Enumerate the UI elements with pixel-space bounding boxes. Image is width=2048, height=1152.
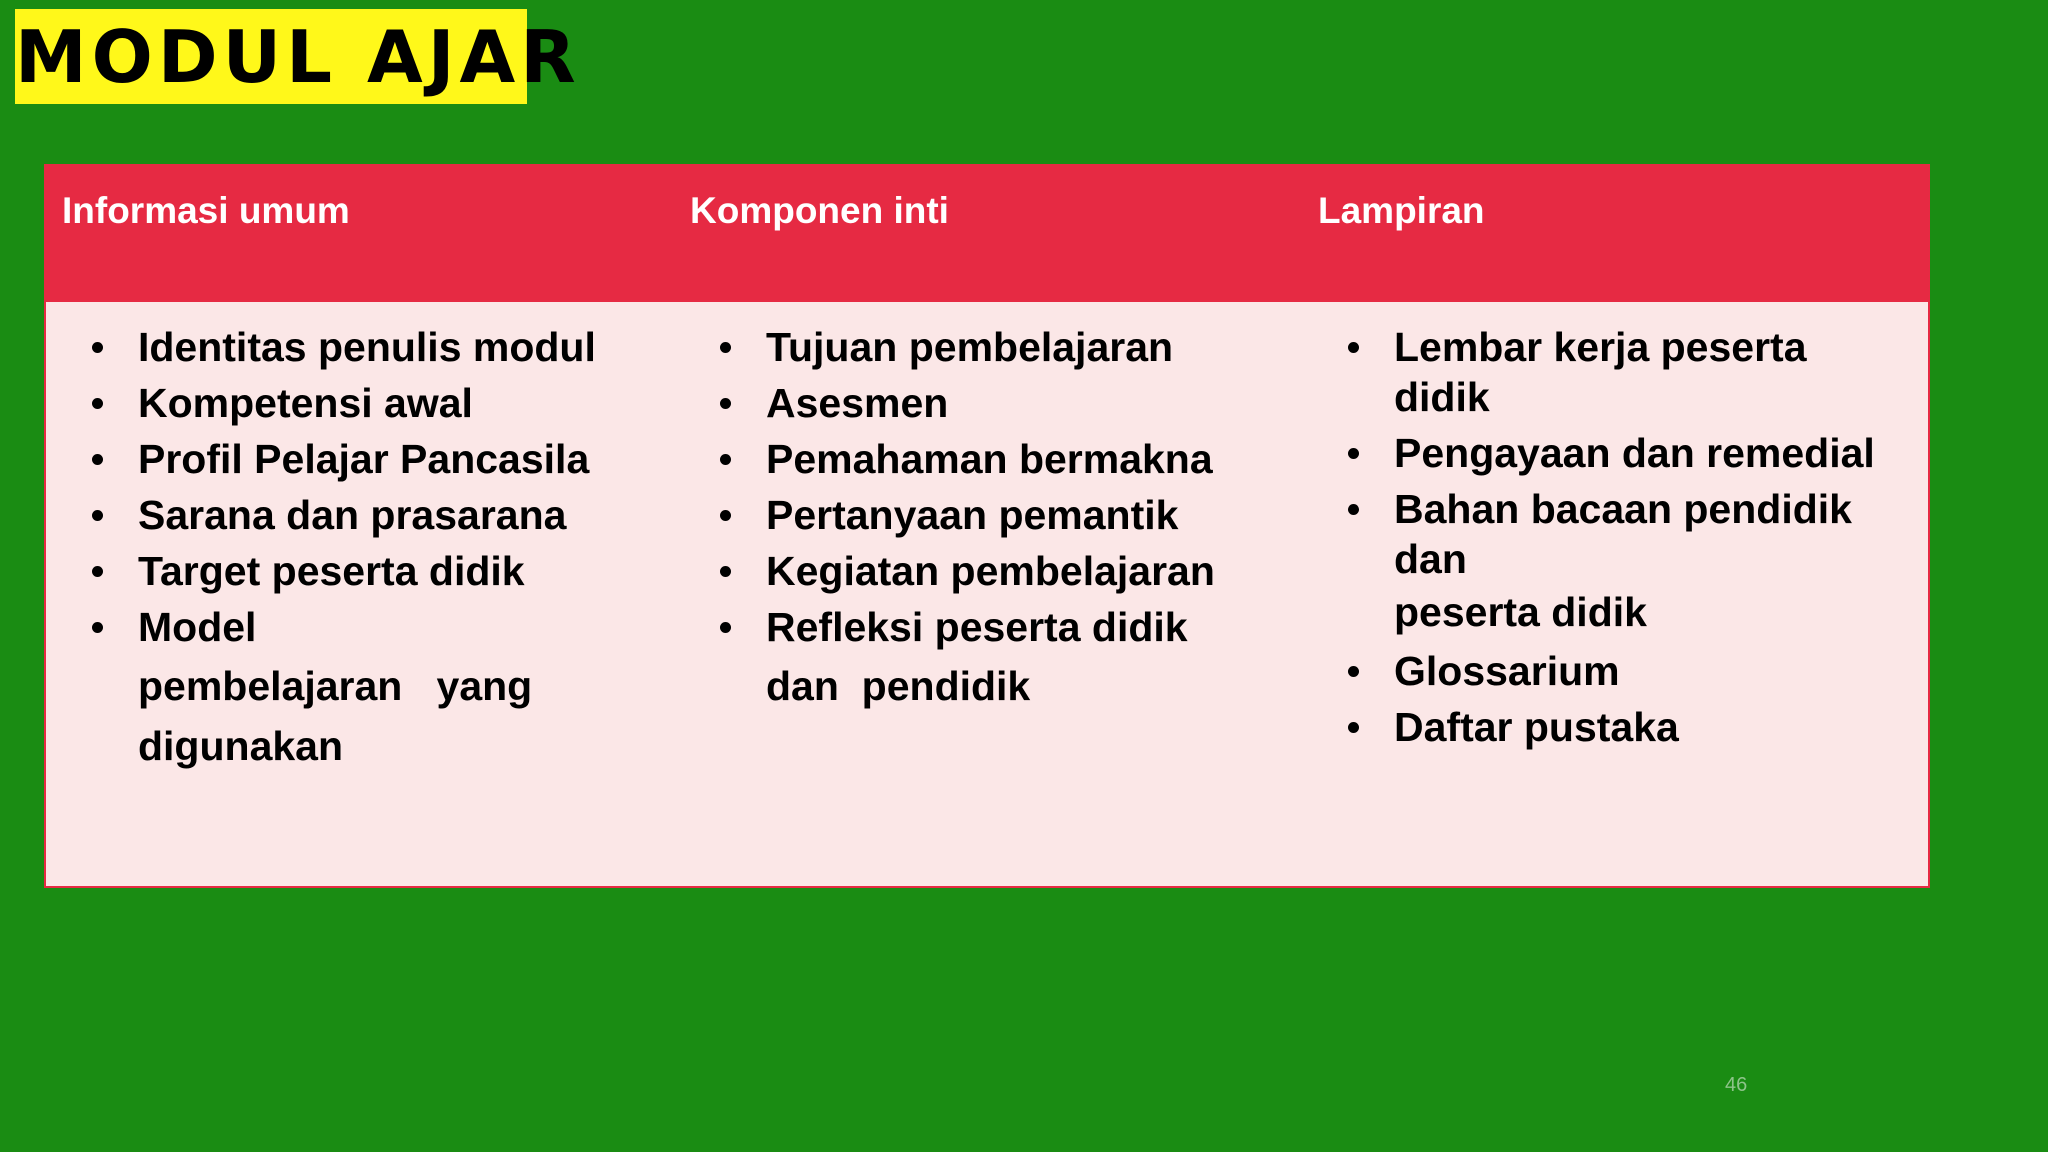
page-number: 46 [1725, 1074, 1748, 1096]
bullet-icon [720, 566, 731, 577]
list-item: Model pembelajaran yang digunakan [46, 602, 666, 776]
list-item: Tujuan pembelajaran [674, 322, 1294, 372]
bullet-icon [92, 566, 103, 577]
content-table [44, 164, 1930, 888]
list-item: Kompetensi awal [46, 378, 666, 428]
column-list-informasi-umum [46, 322, 666, 782]
bullet-icon [720, 398, 731, 409]
list-item: Asesmen [674, 378, 1294, 428]
list-item: Daftar pustaka [1302, 702, 1930, 752]
bullet-icon [92, 454, 103, 465]
list-item: Pengayaan dan remedial [1302, 428, 1930, 478]
bullet-icon [720, 454, 731, 465]
bullet-icon [92, 622, 103, 633]
list-item: Kegiatan pembelajaran [674, 546, 1294, 596]
list-item: Lembar kerja peserta didik [1302, 322, 1930, 422]
list-item: Pemahaman bermakna [674, 434, 1294, 484]
list-item: Target peserta didik [46, 546, 666, 596]
column-header-informasi-umum: Informasi umum [62, 190, 350, 231]
bullet-icon [720, 510, 731, 521]
list-item: Identitas penulis modul [46, 322, 666, 372]
bullet-icon [92, 510, 103, 521]
column-header-komponen-inti: Komponen inti [690, 190, 949, 231]
list-item: Glossarium [1302, 646, 1930, 696]
column-list-lampiran [1302, 322, 1930, 758]
list-item: Sarana dan prasarana [46, 490, 666, 540]
title-box [15, 9, 581, 104]
bullet-icon [1348, 342, 1359, 353]
list-item: Bahan bacaan pendidik dan peserta didik [1302, 484, 1930, 640]
bullet-icon [1348, 448, 1359, 459]
bullet-icon [720, 342, 731, 353]
bullet-icon [92, 398, 103, 409]
slide-title: MODUL AJAR [15, 15, 581, 99]
table-header-row [46, 166, 1928, 302]
column-list-komponen-inti [674, 322, 1294, 722]
list-item: Pertanyaan pemantik [674, 490, 1294, 540]
bullet-icon [1348, 504, 1359, 515]
bullet-icon [1348, 666, 1359, 677]
bullet-icon [92, 342, 103, 353]
bullet-icon [720, 622, 731, 633]
bullet-icon [1348, 722, 1359, 733]
list-item: Profil Pelajar Pancasila [46, 434, 666, 484]
column-header-lampiran: Lampiran [1318, 190, 1485, 231]
list-item: Refleksi peserta didik dan pendidik [674, 602, 1294, 716]
